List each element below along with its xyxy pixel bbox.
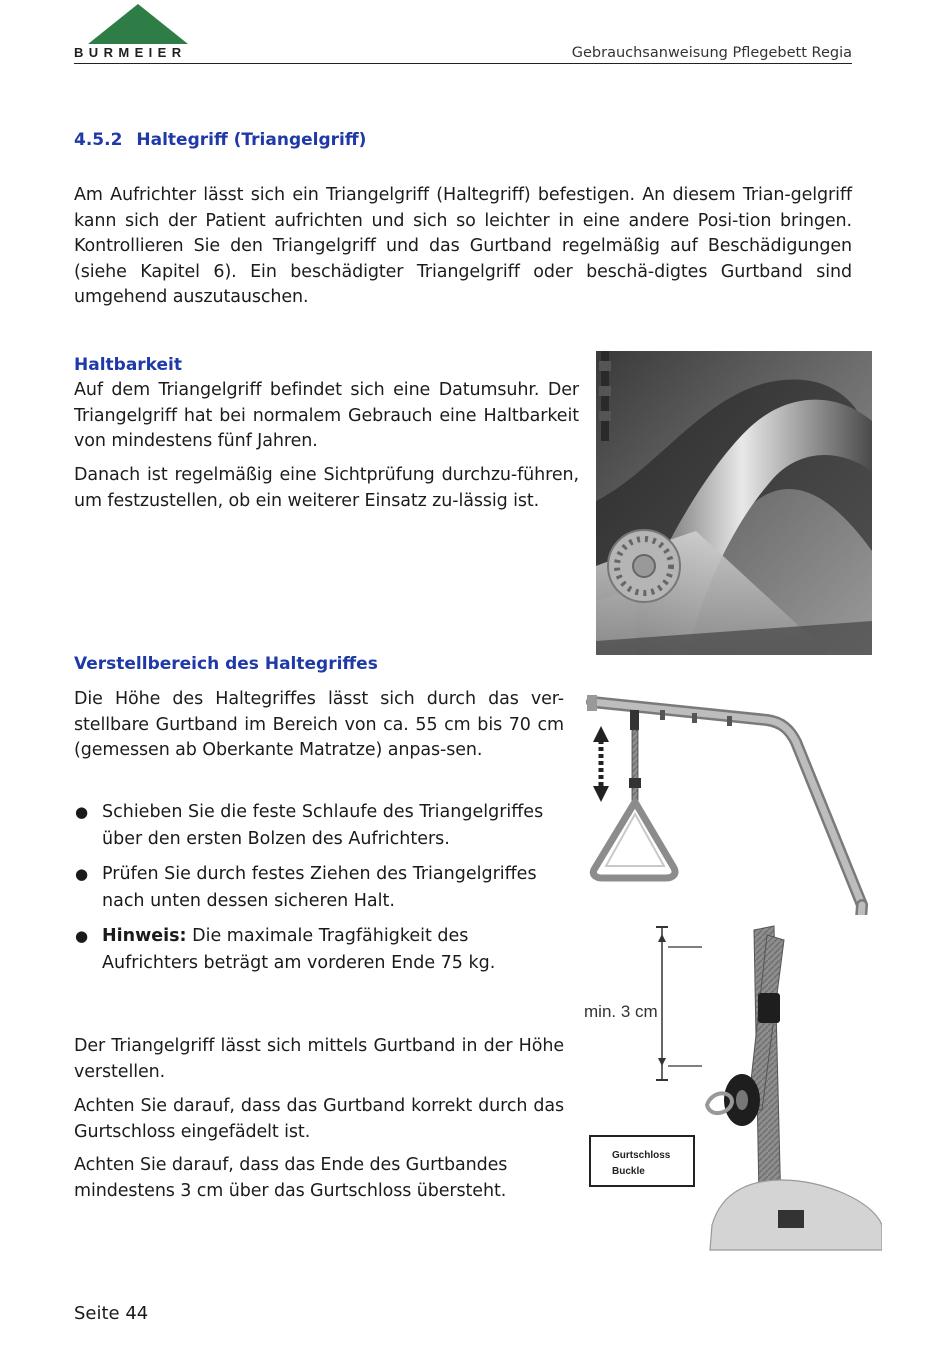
burmeier-logo [88,4,188,44]
list-item: ● Hinweis: Die maximale Tragfähigkeit des Aufrichters beträgt am vorderen Ende 75 kg. [74,923,564,976]
bullet-icon: ● [75,927,89,945]
haltbarkeit-heading: Haltbarkeit [74,355,183,375]
gurtband-paragraph-3: Achten Sie darauf, dass das Ende des Gurtbandes mindestens 3 cm über das Gurtschloss übersteht. [74,1155,508,1201]
bullet-icon: ● [75,865,89,883]
header-divider [74,63,852,64]
haltbarkeit-paragraph-2: Danach ist regelmäßig eine Sichtprüfung durchzu-führen, um festzustellen, ob ein weiterer Einsatz zu-lässig ist. [74,465,579,511]
section-heading [74,130,366,150]
section-number: 4.5.2 [74,130,123,150]
page-number: Seite 44 [74,1303,149,1324]
section-title: Haltegriff (Triangelgriff) [136,130,367,150]
haltbarkeit-paragraph-1: Auf dem Triangelgriff befindet sich eine Datumsuhr. Der Triangelgriff hat bei normalem Gebrauch eine Haltbarkeit von mindestens fünf Jahren. [74,380,579,451]
list-item: ● Prüfen Sie durch festes Ziehen des Triangelgriffes nach unten dessen sicheren Halt. [74,861,564,914]
gurtband-paragraph-2: Achten Sie darauf, dass das Gurtband korrekt durch das Gurtschloss eingefädelt ist. [74,1096,564,1142]
brand-name: BURMEIER [74,45,187,60]
intro-paragraph: Am Aufrichter lässt sich ein Triangelgriff (Haltegriff) befestigen. An diesem Trian-gelgriff kann sich der Patient aufrichten und sich so leichter in eine andere Posi-tion bringen. Kontrollieren Sie den Triangelgriff und das Gurtband regelmäßig auf Beschädigungen (siehe Kapitel 6). Ein beschädigter Triangelgriff oder beschä-digtes Gurtband sind umgehend auszutauschen. [74,185,852,307]
document-title: Gebrauchsanweisung Pflegebett Regia [571,45,852,61]
callout-label-en: Buckle [612,1166,645,1177]
verstellbereich-paragraph: Die Höhe des Haltegriffes lässt sich durch das ver-stellbare Gurtband im Bereich von ca. 55 cm bis 70 cm (gemessen ab Oberkante Matratze) anpas-sen. [74,689,564,760]
list-item: ● Schieben Sie die feste Schlaufe des Triangelgriffes über den ersten Bolzen des Aufrichters. [74,799,564,852]
date-clock-photo [596,351,872,655]
grip-adjustment-diagram [582,690,882,1260]
verstellbereich-heading: Verstellbereich des Haltegriffes [74,654,378,674]
bullet-icon: ● [75,803,89,821]
callout-label-de: Gurtschloss [612,1150,671,1161]
note-label: Hinweis: [102,926,187,946]
instruction-list [74,799,564,985]
measurement-label: min. 3 cm [584,1002,658,1021]
gurtband-paragraph-1: Der Triangelgriff lässt sich mittels Gurtband in der Höhe verstellen. [74,1036,564,1082]
